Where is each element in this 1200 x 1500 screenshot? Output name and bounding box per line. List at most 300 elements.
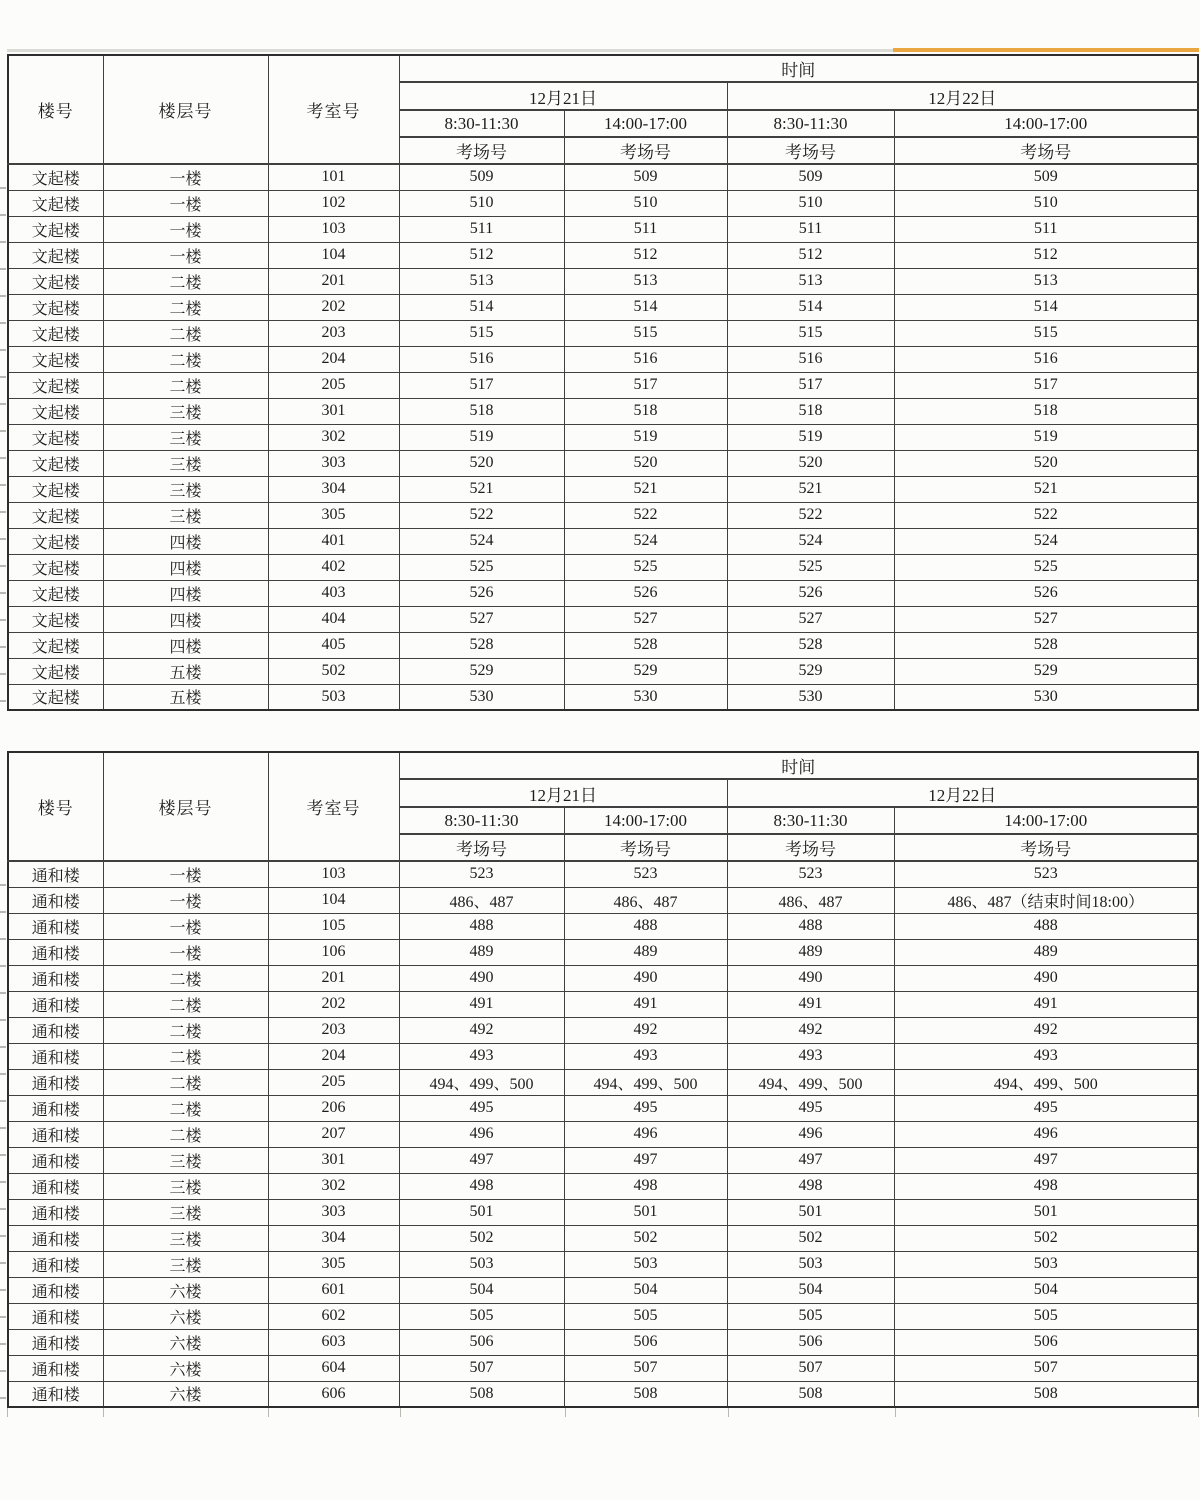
cell-floor: 二楼 xyxy=(103,991,268,1017)
table-row xyxy=(8,398,1198,424)
cell-building: 文起楼 xyxy=(8,424,103,450)
cell-session-2: 494、499、500 xyxy=(564,1069,727,1095)
cell-session-2: 510 xyxy=(564,190,727,216)
cell-session-4: 519 xyxy=(894,424,1198,450)
cell-building: 通和楼 xyxy=(8,1095,103,1121)
cell-session-3: 493 xyxy=(727,1043,894,1069)
table-row xyxy=(8,913,1198,939)
cell-session-4: 528 xyxy=(894,632,1198,658)
cell-session-3: 502 xyxy=(727,1225,894,1251)
cell-floor: 四楼 xyxy=(103,554,268,580)
cell-session-2: 495 xyxy=(564,1095,727,1121)
cell-floor: 一楼 xyxy=(103,242,268,268)
cell-session-2: 520 xyxy=(564,450,727,476)
cell-session-4: 514 xyxy=(894,294,1198,320)
cell-session-3: 528 xyxy=(727,632,894,658)
cell-room: 601 xyxy=(268,1277,399,1303)
cell-room: 202 xyxy=(268,294,399,320)
cell-building: 文起楼 xyxy=(8,242,103,268)
cell-session-4: 497 xyxy=(894,1147,1198,1173)
cell-session-1: 517 xyxy=(399,372,564,398)
cell-floor: 一楼 xyxy=(103,939,268,965)
cell-session-2: 496 xyxy=(564,1121,727,1147)
cell-session-2: 488 xyxy=(564,913,727,939)
cell-floor: 六楼 xyxy=(103,1329,268,1355)
cell-session-2: 503 xyxy=(564,1251,727,1277)
cell-session-1: 530 xyxy=(399,684,564,710)
cell-floor: 三楼 xyxy=(103,398,268,424)
cell-session-2: 523 xyxy=(564,861,727,887)
cell-session-2: 489 xyxy=(564,939,727,965)
cell-session-3: 506 xyxy=(727,1329,894,1355)
cell-building: 文起楼 xyxy=(8,502,103,528)
cell-session-1: 522 xyxy=(399,502,564,528)
cell-session-1: 513 xyxy=(399,268,564,294)
cell-session-4: 492 xyxy=(894,1017,1198,1043)
table-row xyxy=(8,1095,1198,1121)
cell-session-2: 486、487 xyxy=(564,887,727,913)
cell-session-4: 512 xyxy=(894,242,1198,268)
cell-floor: 四楼 xyxy=(103,528,268,554)
cell-session-4: 511 xyxy=(894,216,1198,242)
cell-room: 105 xyxy=(268,913,399,939)
cell-room: 503 xyxy=(268,684,399,710)
table-row xyxy=(8,528,1198,554)
cell-session-2: 511 xyxy=(564,216,727,242)
cell-room: 402 xyxy=(268,554,399,580)
cell-building: 文起楼 xyxy=(8,606,103,632)
spreadsheet-area xyxy=(7,0,1199,1417)
cell-session-1: 495 xyxy=(399,1095,564,1121)
cell-session-4: 489 xyxy=(894,939,1198,965)
cell-session-3: 497 xyxy=(727,1147,894,1173)
cell-session-3: 526 xyxy=(727,580,894,606)
cell-session-4: 502 xyxy=(894,1225,1198,1251)
col-header-time: 时间 xyxy=(399,55,1198,82)
cell-building: 通和楼 xyxy=(8,913,103,939)
table-row xyxy=(8,502,1198,528)
cell-session-4: 503 xyxy=(894,1251,1198,1277)
cell-room: 103 xyxy=(268,216,399,242)
cell-room: 502 xyxy=(268,658,399,684)
cell-session-4: 524 xyxy=(894,528,1198,554)
cell-session-2: 493 xyxy=(564,1043,727,1069)
table-row xyxy=(8,1017,1198,1043)
cell-session-1: 510 xyxy=(399,190,564,216)
cell-session-4: 529 xyxy=(894,658,1198,684)
cell-session-3: 514 xyxy=(727,294,894,320)
cell-session-2: 522 xyxy=(564,502,727,528)
table-row xyxy=(8,1277,1198,1303)
cell-floor: 六楼 xyxy=(103,1355,268,1381)
cell-room: 106 xyxy=(268,939,399,965)
cell-session-4: 527 xyxy=(894,606,1198,632)
cell-session-4: 493 xyxy=(894,1043,1198,1069)
table-row xyxy=(8,1251,1198,1277)
cell-session-3: 525 xyxy=(727,554,894,580)
cell-session-2: 504 xyxy=(564,1277,727,1303)
cell-session-3: 486、487 xyxy=(727,887,894,913)
table-row xyxy=(8,887,1198,913)
cell-session-4: 504 xyxy=(894,1277,1198,1303)
cell-room: 301 xyxy=(268,398,399,424)
col-header-floor: 楼层号 xyxy=(103,752,268,861)
table-row xyxy=(8,320,1198,346)
cell-session-4: 508 xyxy=(894,1381,1198,1407)
cell-room: 303 xyxy=(268,450,399,476)
cell-session-1: 519 xyxy=(399,424,564,450)
table-row xyxy=(8,268,1198,294)
gridline-stub xyxy=(729,1408,896,1417)
cell-session-2: 530 xyxy=(564,684,727,710)
cell-session-4: 515 xyxy=(894,320,1198,346)
cell-session-1: 515 xyxy=(399,320,564,346)
cell-building: 通和楼 xyxy=(8,1225,103,1251)
col-header-building: 楼号 xyxy=(8,752,103,861)
cell-session-2: 501 xyxy=(564,1199,727,1225)
cell-session-1: 492 xyxy=(399,1017,564,1043)
cell-session-4: 507 xyxy=(894,1355,1198,1381)
cell-room: 305 xyxy=(268,502,399,528)
cell-building: 文起楼 xyxy=(8,372,103,398)
cell-session-4: 530 xyxy=(894,684,1198,710)
cell-session-4: 506 xyxy=(894,1329,1198,1355)
cell-session-2: 525 xyxy=(564,554,727,580)
cell-session-3: 527 xyxy=(727,606,894,632)
cell-session-4: 491 xyxy=(894,991,1198,1017)
cell-session-1: 497 xyxy=(399,1147,564,1173)
cell-session-3: 521 xyxy=(727,476,894,502)
gridline-stub xyxy=(7,1408,104,1417)
cell-session-4: 518 xyxy=(894,398,1198,424)
cell-session-3: 523 xyxy=(727,861,894,887)
cell-building: 文起楼 xyxy=(8,346,103,372)
cell-session-3: 513 xyxy=(727,268,894,294)
cell-building: 通和楼 xyxy=(8,965,103,991)
cell-building: 通和楼 xyxy=(8,1329,103,1355)
cell-session-1: 490 xyxy=(399,965,564,991)
cell-session-2: 498 xyxy=(564,1173,727,1199)
table-body-wenqi xyxy=(8,164,1198,710)
cell-room: 604 xyxy=(268,1355,399,1381)
col-header-session-4: 14:00-17:00 xyxy=(894,807,1198,834)
table-row xyxy=(8,861,1198,887)
table-body-tonghe xyxy=(8,861,1198,1407)
cell-session-1: 508 xyxy=(399,1381,564,1407)
col-header-hall-2: 考场号 xyxy=(564,834,727,861)
cell-session-2: 497 xyxy=(564,1147,727,1173)
cell-session-1: 501 xyxy=(399,1199,564,1225)
cell-session-1: 496 xyxy=(399,1121,564,1147)
cell-room: 205 xyxy=(268,1069,399,1095)
cell-session-1: 488 xyxy=(399,913,564,939)
cell-session-4: 486、487（结束时间18:00） xyxy=(894,887,1198,913)
gridline-stub xyxy=(104,1408,269,1417)
cell-session-3: 520 xyxy=(727,450,894,476)
cell-building: 通和楼 xyxy=(8,1199,103,1225)
cell-building: 文起楼 xyxy=(8,580,103,606)
header-row-time xyxy=(8,752,1198,779)
cell-floor: 二楼 xyxy=(103,1043,268,1069)
cell-building: 通和楼 xyxy=(8,1173,103,1199)
cell-floor: 二楼 xyxy=(103,1121,268,1147)
cell-session-2: 506 xyxy=(564,1329,727,1355)
cell-room: 301 xyxy=(268,1147,399,1173)
cell-room: 201 xyxy=(268,965,399,991)
cell-building: 文起楼 xyxy=(8,294,103,320)
cell-session-3: 522 xyxy=(727,502,894,528)
cell-building: 文起楼 xyxy=(8,398,103,424)
cell-session-4: 525 xyxy=(894,554,1198,580)
cell-session-2: 513 xyxy=(564,268,727,294)
col-header-hall-3: 考场号 xyxy=(727,137,894,164)
table-row xyxy=(8,1303,1198,1329)
cell-session-4: 526 xyxy=(894,580,1198,606)
table-row xyxy=(8,372,1198,398)
cell-room: 104 xyxy=(268,242,399,268)
cell-session-1: 504 xyxy=(399,1277,564,1303)
cell-room: 203 xyxy=(268,320,399,346)
cell-session-2: 526 xyxy=(564,580,727,606)
cell-session-3: 530 xyxy=(727,684,894,710)
cell-room: 206 xyxy=(268,1095,399,1121)
cell-session-2: 507 xyxy=(564,1355,727,1381)
cell-session-2: 492 xyxy=(564,1017,727,1043)
cell-session-2: 515 xyxy=(564,320,727,346)
cell-building: 文起楼 xyxy=(8,554,103,580)
table-row xyxy=(8,476,1198,502)
cell-session-4: 498 xyxy=(894,1173,1198,1199)
table-row xyxy=(8,1147,1198,1173)
cell-session-1: 486、487 xyxy=(399,887,564,913)
col-header-floor: 楼层号 xyxy=(103,55,268,164)
cell-room: 101 xyxy=(268,164,399,190)
cell-room: 104 xyxy=(268,887,399,913)
cell-session-3: 489 xyxy=(727,939,894,965)
cell-session-3: 508 xyxy=(727,1381,894,1407)
table-row xyxy=(8,1043,1198,1069)
cell-building: 通和楼 xyxy=(8,1043,103,1069)
table-row xyxy=(8,554,1198,580)
col-header-hall-2: 考场号 xyxy=(564,137,727,164)
cell-floor: 二楼 xyxy=(103,268,268,294)
cell-floor: 三楼 xyxy=(103,476,268,502)
cell-session-3: 495 xyxy=(727,1095,894,1121)
col-header-building: 楼号 xyxy=(8,55,103,164)
cell-session-3: 516 xyxy=(727,346,894,372)
cell-session-1: 493 xyxy=(399,1043,564,1069)
cell-session-2: 509 xyxy=(564,164,727,190)
cell-session-4: 523 xyxy=(894,861,1198,887)
cell-room: 201 xyxy=(268,268,399,294)
cell-room: 303 xyxy=(268,1199,399,1225)
header-row-time xyxy=(8,55,1198,82)
cell-session-1: 498 xyxy=(399,1173,564,1199)
cell-room: 202 xyxy=(268,991,399,1017)
cell-room: 304 xyxy=(268,476,399,502)
table-row xyxy=(8,450,1198,476)
cell-session-1: 506 xyxy=(399,1329,564,1355)
cell-session-4: 520 xyxy=(894,450,1198,476)
cell-room: 204 xyxy=(268,346,399,372)
cell-session-2: 490 xyxy=(564,965,727,991)
table-row xyxy=(8,1173,1198,1199)
cell-session-3: 494、499、500 xyxy=(727,1069,894,1095)
table-row xyxy=(8,294,1198,320)
cell-session-1: 509 xyxy=(399,164,564,190)
cell-room: 103 xyxy=(268,861,399,887)
cell-session-2: 505 xyxy=(564,1303,727,1329)
col-header-time: 时间 xyxy=(399,752,1198,779)
cell-session-1: 527 xyxy=(399,606,564,632)
cell-floor: 六楼 xyxy=(103,1303,268,1329)
col-header-session-1: 8:30-11:30 xyxy=(399,110,564,137)
cell-building: 文起楼 xyxy=(8,216,103,242)
col-header-session-4: 14:00-17:00 xyxy=(894,110,1198,137)
cell-session-1: 525 xyxy=(399,554,564,580)
exam-room-table-wenqi xyxy=(7,54,1199,711)
cell-floor: 一楼 xyxy=(103,887,268,913)
cell-floor: 四楼 xyxy=(103,580,268,606)
cell-room: 602 xyxy=(268,1303,399,1329)
table-row xyxy=(8,346,1198,372)
tables-gap xyxy=(7,711,1199,751)
cell-building: 文起楼 xyxy=(8,164,103,190)
cell-session-3: 518 xyxy=(727,398,894,424)
cell-room: 304 xyxy=(268,1225,399,1251)
table-row xyxy=(8,606,1198,632)
cell-floor: 五楼 xyxy=(103,658,268,684)
cell-floor: 三楼 xyxy=(103,1199,268,1225)
cell-session-1: 511 xyxy=(399,216,564,242)
cell-floor: 一楼 xyxy=(103,861,268,887)
cell-floor: 二楼 xyxy=(103,1017,268,1043)
cell-session-3: 509 xyxy=(727,164,894,190)
cell-session-3: 524 xyxy=(727,528,894,554)
cell-session-4: 496 xyxy=(894,1121,1198,1147)
cell-session-3: 519 xyxy=(727,424,894,450)
cell-floor: 二楼 xyxy=(103,320,268,346)
cell-session-2: 491 xyxy=(564,991,727,1017)
left-gridline-ticks xyxy=(0,859,6,1408)
cell-session-2: 518 xyxy=(564,398,727,424)
cell-session-4: 517 xyxy=(894,372,1198,398)
table-row xyxy=(8,1329,1198,1355)
cell-session-1: 521 xyxy=(399,476,564,502)
table-row xyxy=(8,1121,1198,1147)
cell-building: 文起楼 xyxy=(8,268,103,294)
table-row xyxy=(8,1225,1198,1251)
table-row xyxy=(8,991,1198,1017)
cell-floor: 一楼 xyxy=(103,164,268,190)
cell-building: 文起楼 xyxy=(8,190,103,216)
cell-floor: 一楼 xyxy=(103,913,268,939)
cell-floor: 三楼 xyxy=(103,1225,268,1251)
cell-floor: 二楼 xyxy=(103,294,268,320)
orange-highlight-bar xyxy=(893,48,1199,52)
cell-floor: 二楼 xyxy=(103,1095,268,1121)
cell-session-1: 516 xyxy=(399,346,564,372)
cell-building: 通和楼 xyxy=(8,1017,103,1043)
cell-session-1: 523 xyxy=(399,861,564,887)
cell-session-2: 516 xyxy=(564,346,727,372)
cell-building: 通和楼 xyxy=(8,887,103,913)
table-row xyxy=(8,164,1198,190)
table-row xyxy=(8,658,1198,684)
cell-session-3: 498 xyxy=(727,1173,894,1199)
cell-floor: 一楼 xyxy=(103,190,268,216)
cell-session-1: 512 xyxy=(399,242,564,268)
cell-session-4: 521 xyxy=(894,476,1198,502)
cell-session-1: 507 xyxy=(399,1355,564,1381)
cell-session-3: 529 xyxy=(727,658,894,684)
cell-room: 305 xyxy=(268,1251,399,1277)
cell-building: 通和楼 xyxy=(8,1355,103,1381)
cell-session-4: 505 xyxy=(894,1303,1198,1329)
cell-floor: 五楼 xyxy=(103,684,268,710)
col-header-hall-3: 考场号 xyxy=(727,834,894,861)
cell-floor: 三楼 xyxy=(103,1173,268,1199)
cell-floor: 四楼 xyxy=(103,632,268,658)
table-wrap-wenqi xyxy=(7,54,1199,711)
cell-floor: 一楼 xyxy=(103,216,268,242)
cell-floor: 四楼 xyxy=(103,606,268,632)
cell-session-3: 511 xyxy=(727,216,894,242)
cell-building: 通和楼 xyxy=(8,1277,103,1303)
cell-session-1: 528 xyxy=(399,632,564,658)
cell-session-3: 503 xyxy=(727,1251,894,1277)
cell-building: 通和楼 xyxy=(8,991,103,1017)
cell-session-3: 488 xyxy=(727,913,894,939)
cell-session-3: 510 xyxy=(727,190,894,216)
table-header xyxy=(8,55,1198,164)
cell-session-3: 505 xyxy=(727,1303,894,1329)
cell-session-1: 520 xyxy=(399,450,564,476)
cell-session-2: 519 xyxy=(564,424,727,450)
table-row xyxy=(8,965,1198,991)
cell-building: 文起楼 xyxy=(8,658,103,684)
cell-room: 603 xyxy=(268,1329,399,1355)
cell-building: 通和楼 xyxy=(8,1147,103,1173)
cell-room: 401 xyxy=(268,528,399,554)
cell-room: 404 xyxy=(268,606,399,632)
col-header-room: 考室号 xyxy=(268,752,399,861)
cell-session-2: 512 xyxy=(564,242,727,268)
cell-floor: 六楼 xyxy=(103,1277,268,1303)
cell-session-2: 529 xyxy=(564,658,727,684)
cell-floor: 二楼 xyxy=(103,1069,268,1095)
cell-session-2: 527 xyxy=(564,606,727,632)
col-header-session-3: 8:30-11:30 xyxy=(727,110,894,137)
cell-room: 205 xyxy=(268,372,399,398)
table-wrap-tonghe xyxy=(7,751,1199,1408)
gridline-stub xyxy=(566,1408,729,1417)
cell-session-4: 510 xyxy=(894,190,1198,216)
col-header-session-3: 8:30-11:30 xyxy=(727,807,894,834)
cell-floor: 三楼 xyxy=(103,450,268,476)
table-row xyxy=(8,1069,1198,1095)
cell-building: 通和楼 xyxy=(8,861,103,887)
table-header xyxy=(8,752,1198,861)
table-row xyxy=(8,190,1198,216)
cell-room: 403 xyxy=(268,580,399,606)
cell-session-3: 492 xyxy=(727,1017,894,1043)
cell-building: 文起楼 xyxy=(8,528,103,554)
cell-room: 207 xyxy=(268,1121,399,1147)
gridline-stub xyxy=(269,1408,400,1417)
col-header-hall-4: 考场号 xyxy=(894,137,1198,164)
col-header-date-2: 12月22日 xyxy=(727,82,1198,110)
